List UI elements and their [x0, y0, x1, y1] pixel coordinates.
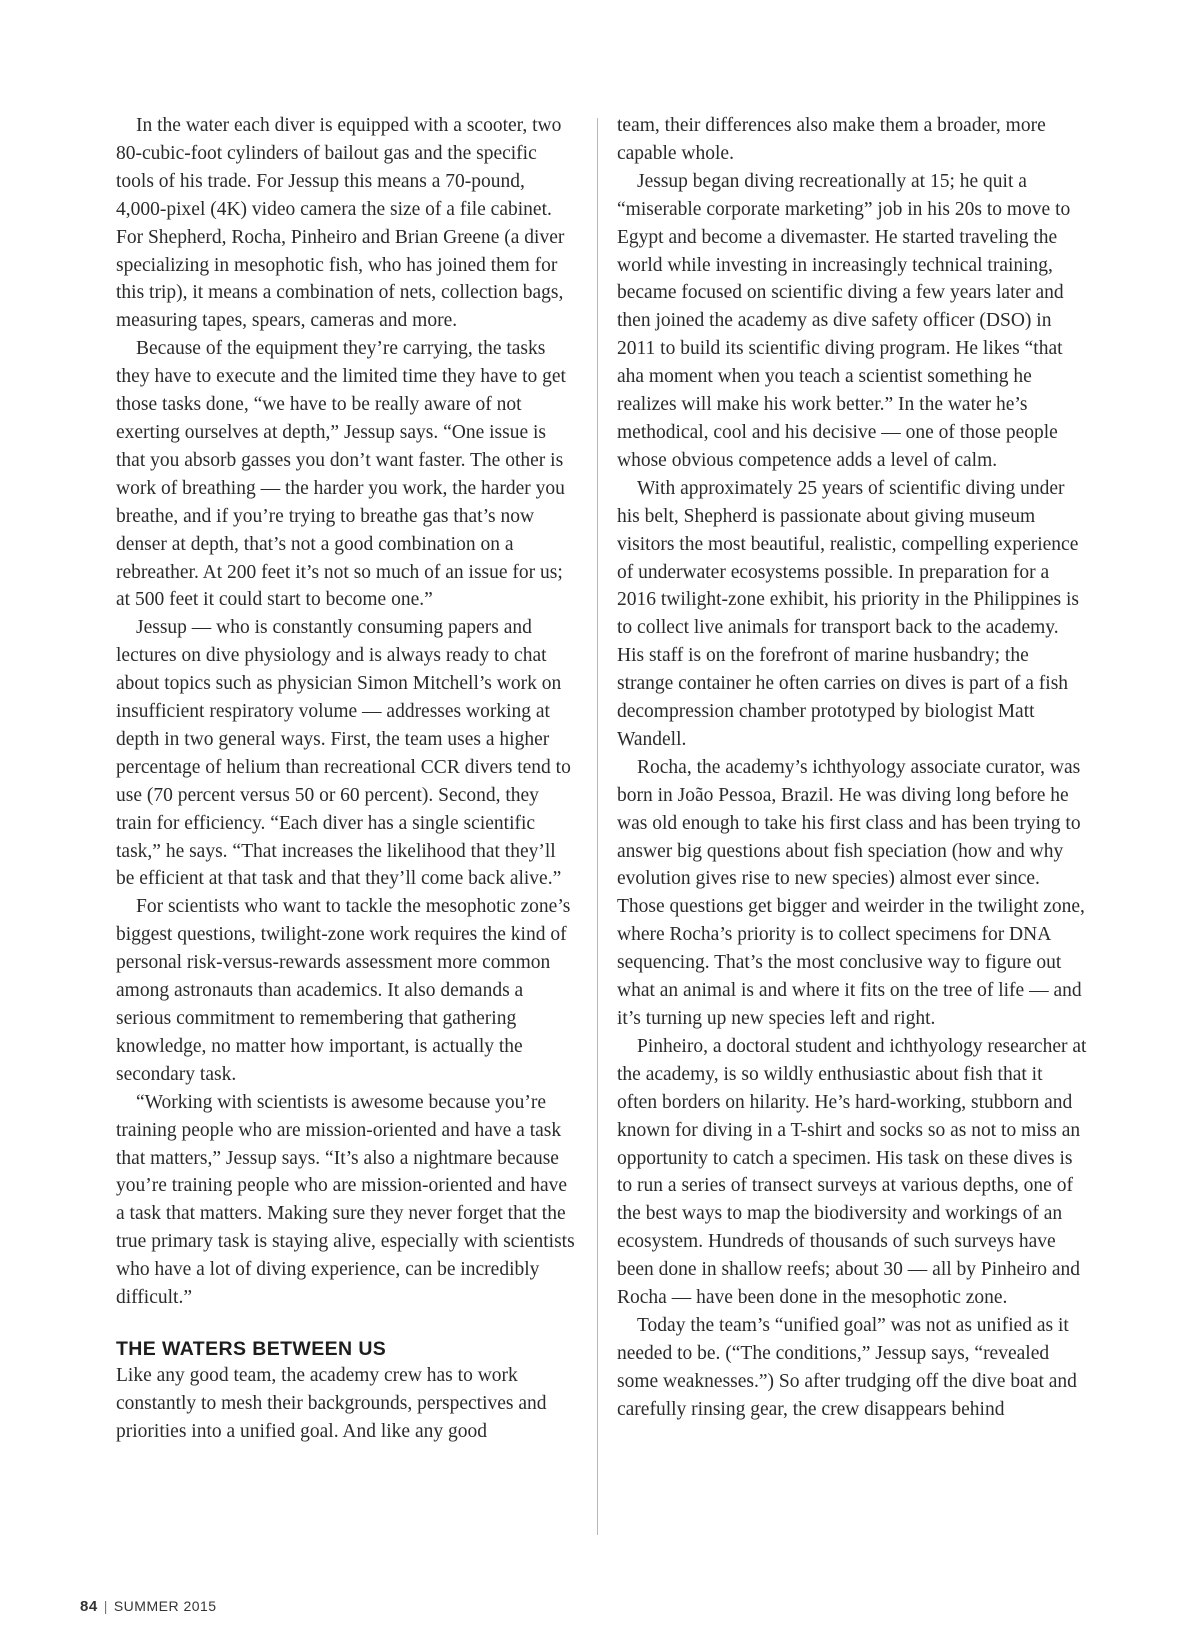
body-paragraph: Jessup — who is constantly consuming papers and lectures on dive physiology and is always ready to chat about topics such as physician Simon Mitchell’s work on insufficient respiratory volume — addresses working at depth in two general ways. First, the team uses a higher percentage of helium than recreational CCR divers tend to use (70 percent versus 50 or 60 percent). Second, they train for efficiency. “Each diver has a single scientific task,” he says. “That increases the likelihood that they’ll be efficient at that task and that they’ll come back alive.” [116, 617, 571, 890]
body-paragraph: Today the team’s “unified goal” was not as unified as it needed to be. (“The conditions,” Jessup says, “revealed some weaknesses.”) So after trudging off the dive boat and carefully rinsing gear, the crew disappears behind [617, 1314, 1077, 1420]
body-paragraph: With approximately 25 years of scientific diving under his belt, Shepherd is passionate about giving museum visitors the most beautiful, realistic, compelling experience of underwater ecosystems possible. In preparation for a 2016 twilight-zone exhibit, his priority in the Philippines is to collect live animals for transport back to the academy. His staff is on the forefront of marine husbandry; the strange container he often carries on dives is part of a fish decompression chamber prototyped by biologist Matt Wandell. [617, 477, 1080, 750]
issue-label: SUMMER 2015 [113, 1598, 217, 1614]
footer-separator: | [103, 1598, 108, 1614]
body-paragraph: In the water each diver is equipped with a scooter, two 80-cubic-foot cylinders of bailout gas and the specific tools of his trade. For Jessup this means a 70-pound, 4,000-pixel (4K) video camera the size of a file cabinet. For Shepherd, Rocha, Pinheiro and Brian Greene (a diver specializing in mesophotic fish, who has joined them for this trip), it means a combination of nets, collection bags, measuring tapes, spears, cameras and more. [116, 115, 565, 332]
section-first-paragraph: Like any good team, the academy crew has to work constantly to mesh their backgrounds, perspectives and priorities into a unified goal. And like any good [116, 1364, 547, 1442]
body-paragraph: Jessup began diving recreationally at 15; he quit a “miserable corporate marketing” job in his 20s to move to Egypt and become a divemaster. He started traveling the world while investing in increasingly technical training, became focused on scientific diving a few years later and then joined the academy as dive safety officer (DSO) in 2011 to build its scientific diving program. He likes “that aha moment when you teach a scientist something he realizes will make his work better.” In the water he’s methodical, cool and his decisive — one of those people whose obvious competence adds a level of calm. [617, 170, 1071, 471]
body-paragraph: “Working with scientists is awesome because you’re training people who are mission-oriented and have a task that matters,” Jessup says. “It’s also a nightmare because you’re training people who are mission-oriented and have a task that matters. Making sure they never forget that the true primary task is staying alive, especially with scientists who have a lot of diving experience, can be incredibly difficult.” [116, 1091, 575, 1309]
body-paragraph: Rocha, the academy’s ichthyology associate curator, was born in João Pessoa, Brazil. He was diving long before he was old enough to take his first class and has been trying to answer big questions about fish speciation (how and why evolution gives rise to new species) almost ever since. Those questions get bigger and weirder in the twilight zone, where Rocha’s priority is to collect specimens for DNA sequencing. That’s the most conclusive way to figure out what an animal is and where it fits on the tree of life — and it’s turning up new species left and right. [617, 756, 1085, 1029]
body-paragraph: Because of the equipment they’re carrying, the tasks they have to execute and the limited time they have to get those tasks done, “we have to be really aware of not exerting ourselves at depth,” Jessup says. “One issue is that you absorb gasses you don’t want faster. The other is work of breathing — the harder you work, the harder you breathe, and if you’re trying to breathe gas that’s now denser at depth, that’s not a good combination on a rebreather. At 200 feet it’s not so much of an issue for us; at 500 feet it could start to become one.” [116, 338, 566, 611]
section-heading: THE WATERS BETWEEN US [116, 1337, 387, 1360]
page-number: 84 [80, 1598, 98, 1615]
page-footer [80, 1598, 217, 1615]
continued-paragraph: team, their differences also make them a broader, more capable whole. [617, 115, 1046, 164]
right-column [617, 112, 1087, 1424]
left-column [116, 112, 578, 1446]
body-paragraph: For scientists who want to tackle the mesophotic zone’s biggest questions, twilight-zone work requires the kind of personal risk-versus-rewards assessment more common among astronauts than academics. It also demands a serious commitment to remembering that gathering knowledge, no matter how important, is actually the secondary task. [116, 896, 571, 1085]
column-divider [597, 118, 598, 1535]
body-paragraph: Pinheiro, a doctoral student and ichthyology researcher at the academy, is so wildly enthusiastic about fish that it often borders on hilarity. He’s hard-working, stubborn and known for diving in a T-shirt and socks so as not to miss an opportunity to catch a specimen. His task on these dives is to run a series of transect surveys at various depths, one of the best ways to map the biodiversity and workings of an ecosystem. Hundreds of thousands of such surveys have been done in shallow reefs; about 30 — all by Pinheiro and Rocha — have been done in the mesophotic zone. [617, 1035, 1087, 1309]
